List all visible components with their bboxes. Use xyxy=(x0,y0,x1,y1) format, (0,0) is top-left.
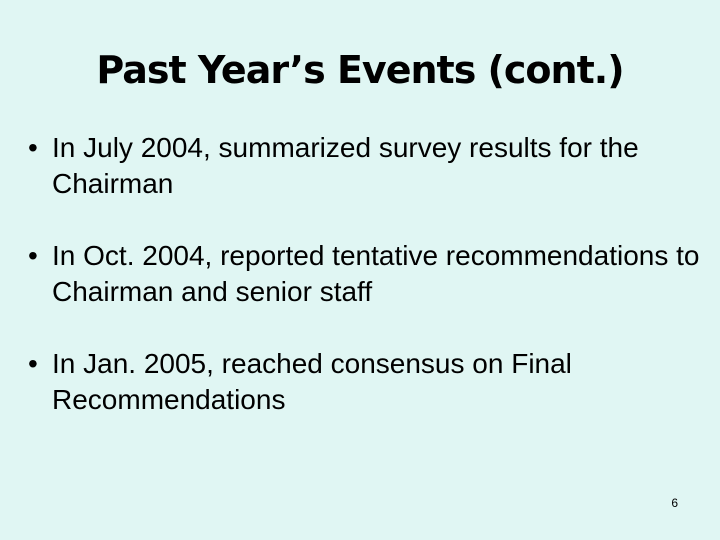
bullet-list xyxy=(28,130,708,454)
bullet-text: In Oct. 2004, reported tentative recommendations to Chairman and senior staff xyxy=(52,240,700,307)
bullet-dot-icon: • xyxy=(28,348,38,379)
bullet-dot-icon: • xyxy=(28,132,38,163)
bullet-item xyxy=(28,238,708,310)
page-number: 6 xyxy=(671,496,678,510)
slide-title: Past Year’s Events (cont.) xyxy=(96,48,624,92)
bullet-text: In Jan. 2005, reached consensus on Final Recommendations xyxy=(52,348,572,415)
bullet-item xyxy=(28,130,708,202)
bullet-text: In July 2004, summarized survey results for the Chairman xyxy=(52,132,639,199)
bullet-item xyxy=(28,346,708,418)
bullet-dot-icon: • xyxy=(28,240,38,271)
